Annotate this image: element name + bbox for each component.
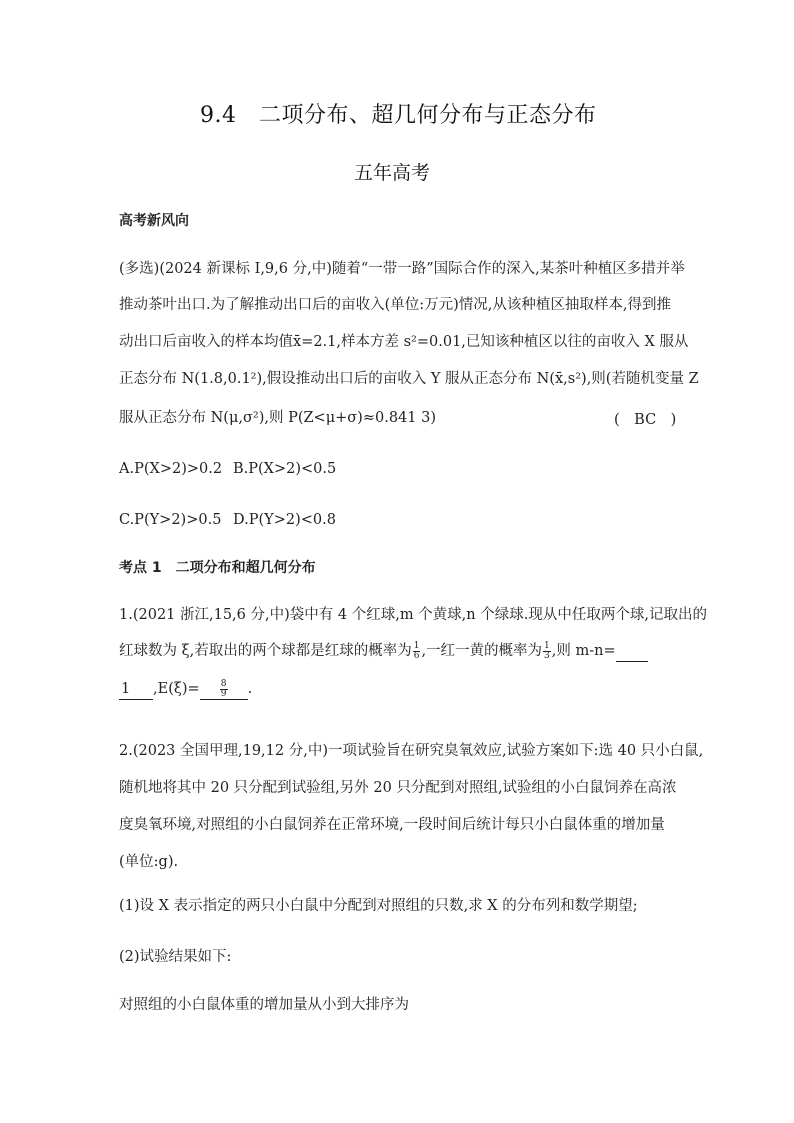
fraction-eight-ninths [220, 680, 228, 699]
q0-line-1: (多选)(2024 新课标 Ⅰ,9,6 分,中)随着“一带一路”国际合作的深入,某茶叶种植区多措并举 [119, 261, 685, 277]
answer-blank-empty [616, 641, 648, 662]
q1-line-1: 1.(2021 浙江,15,6 分,中)袋中有 4 个红球,m 个黄球,n 个绿球.现从中任取两个球,记取出的 [119, 607, 707, 623]
section-heading-new-trend: 高考新风向 [119, 213, 189, 229]
q1-text-end: . [247, 681, 253, 697]
q0-option-c: C.P(Y>2)>0.5 [119, 512, 222, 528]
q0-option-d: D.P(Y>2)<0.8 [233, 512, 336, 528]
q2-part-1: (1)设 X 表示指定的两只小白鼠中分配到对照组的只数,求 X 的分布列和数学期望; [119, 898, 638, 914]
q2-line-1: 2.(2023 全国甲理,19,12 分,中)一项试验旨在研究臭氧效应,试验方案如下:选 40 只小白鼠, [119, 743, 704, 759]
q1-line-3 [119, 679, 252, 700]
frac-numerator: 1 [413, 640, 420, 651]
q0-line-2: 推动茶叶出口.为了解推动出口后的亩收入(单位:万元)情况,从该种植区抽取样本,得到推 [119, 297, 672, 313]
q0-line-4: 正态分布 N(1.8,0.1²),假设推动出口后的亩收入 Y 服从正态分布 N(x̄,s²),则(若随机变量 Z [119, 371, 699, 387]
answer-blank-m-minus-n [119, 679, 153, 700]
frac-numerator: 1 [544, 640, 550, 651]
q2-part-2: (2)试验结果如下: [119, 949, 232, 965]
q1-text-mid: ,E(ξ)= [153, 681, 200, 697]
q2-line-3: 度臭氧环境,对照组的小白鼠饲养在正常环境,一段时间后统计每只小白鼠体重的增加量 [119, 817, 665, 833]
q0-line-5: 服从正态分布 N(μ,σ²),则 P(Z<μ+σ)≈0.841 3) [119, 410, 436, 426]
frac-denominator: 6 [413, 650, 420, 661]
frac-numerator: 8 [220, 678, 227, 689]
q1-line-2 [119, 641, 648, 662]
q1-text-c: ,则 m-n= [551, 643, 616, 659]
q2-line-2: 随机地将其中 20 只分配到试验组,另外 20 只分配到对照组,试验组的小白鼠饲养在高浓 [119, 780, 677, 796]
q0-line-3: 动出口后亩收入的样本均值x̄=2.1,样本方差 s²=0.01,已知该种植区以往的亩收入 X 服从 [119, 334, 689, 350]
frac-denominator: 3 [544, 650, 550, 661]
page-subtitle: 五年高考 [354, 162, 431, 184]
fraction-one-third [543, 642, 551, 661]
q1-text-b: ,一红一黄的概率为 [421, 643, 543, 659]
q0-answer: ( BC ) [614, 412, 677, 428]
frac-denominator: 9 [220, 688, 227, 699]
page-title: 9.4 二项分布、超几何分布与正态分布 [200, 103, 597, 128]
q0-option-a: A.P(X>2)>0.2 [119, 461, 223, 477]
section-heading-topic-1: 考点 1 二项分布和超几何分布 [119, 560, 316, 576]
q1-text-a: 红球数为 ξ,若取出的两个球都是红球的概率为 [119, 643, 412, 659]
q0-option-b: B.P(X>2)<0.5 [233, 461, 337, 477]
q2-line-4: (单位:g). [119, 854, 179, 870]
fraction-one-sixth [413, 642, 421, 661]
q2-part-3: 对照组的小白鼠体重的增加量从小到大排序为 [119, 997, 409, 1013]
answer-blank-expectation [200, 679, 248, 700]
answer-value: 1 [121, 681, 131, 697]
